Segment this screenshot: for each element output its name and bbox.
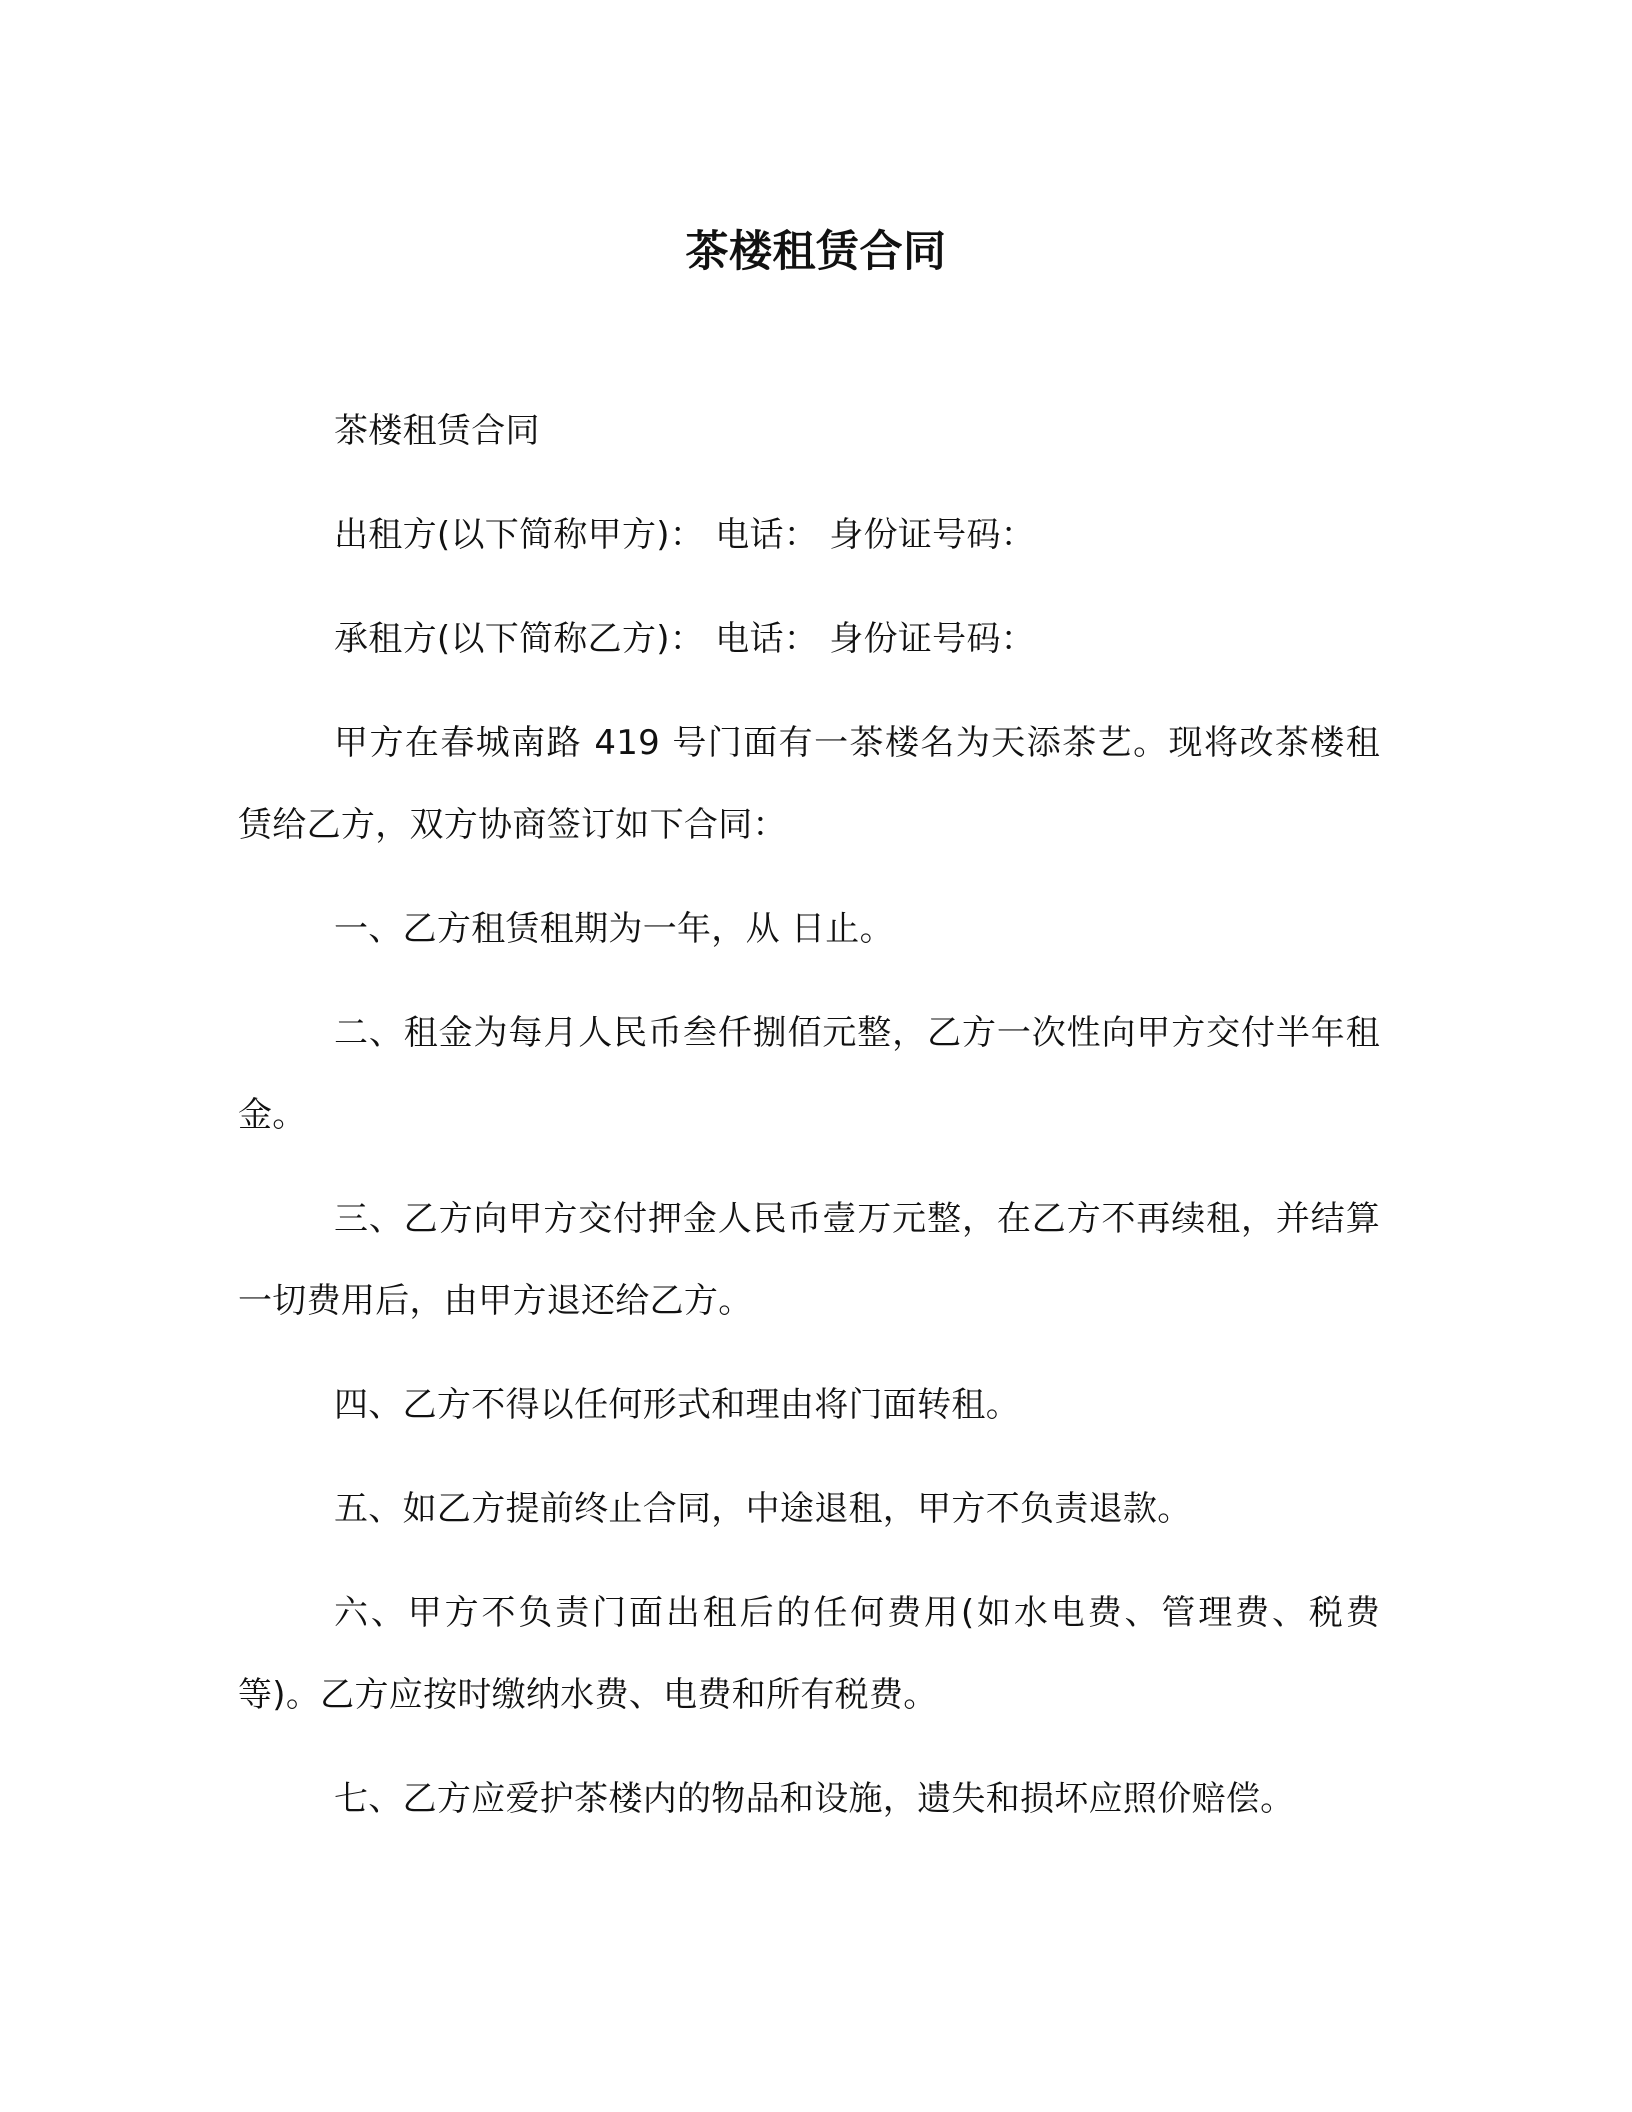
clause-3-paragraph: 三、乙方向甲方交付押金人民币壹万元整，在乙方不再续租，并结算一切费用后，由甲方退还给乙方。	[238, 1199, 1380, 1321]
document-body	[238, 390, 1380, 1862]
subtitle-paragraph: 茶楼租赁合同	[334, 411, 540, 451]
intro-paragraph: 甲方在春城南路 419 号门面有一茶楼名为天添茶艺。现将改茶楼租赁给乙方，双方协商签订如下合同：	[238, 723, 1380, 845]
lessor-info-paragraph: 出租方(以下简称甲方)： 电话： 身份证号码：	[334, 515, 1036, 555]
clause-2-paragraph: 二、租金为每月人民币叁仟捌佰元整，乙方一次性向甲方交付半年租金。	[238, 1013, 1380, 1135]
clause-6-paragraph: 六、甲方不负责门面出租后的任何费用(如水电费、管理费、税费等)。乙方应按时缴纳水费、电费和所有税费。	[238, 1593, 1380, 1715]
clause-7-paragraph: 七、乙方应爱护茶楼内的物品和设施，遗失和损坏应照价赔偿。	[334, 1779, 1295, 1819]
document-title: 茶楼租赁合同	[685, 227, 947, 277]
lessee-info-paragraph: 承租方(以下简称乙方)： 电话： 身份证号码：	[334, 619, 1036, 659]
clause-4-paragraph: 四、乙方不得以任何形式和理由将门面转租。	[334, 1385, 1020, 1425]
clause-1-paragraph: 一、乙方租赁租期为一年，从 日止。	[334, 909, 894, 949]
clause-5-paragraph: 五、如乙方提前终止合同，中途退租，甲方不负责退款。	[334, 1489, 1192, 1529]
